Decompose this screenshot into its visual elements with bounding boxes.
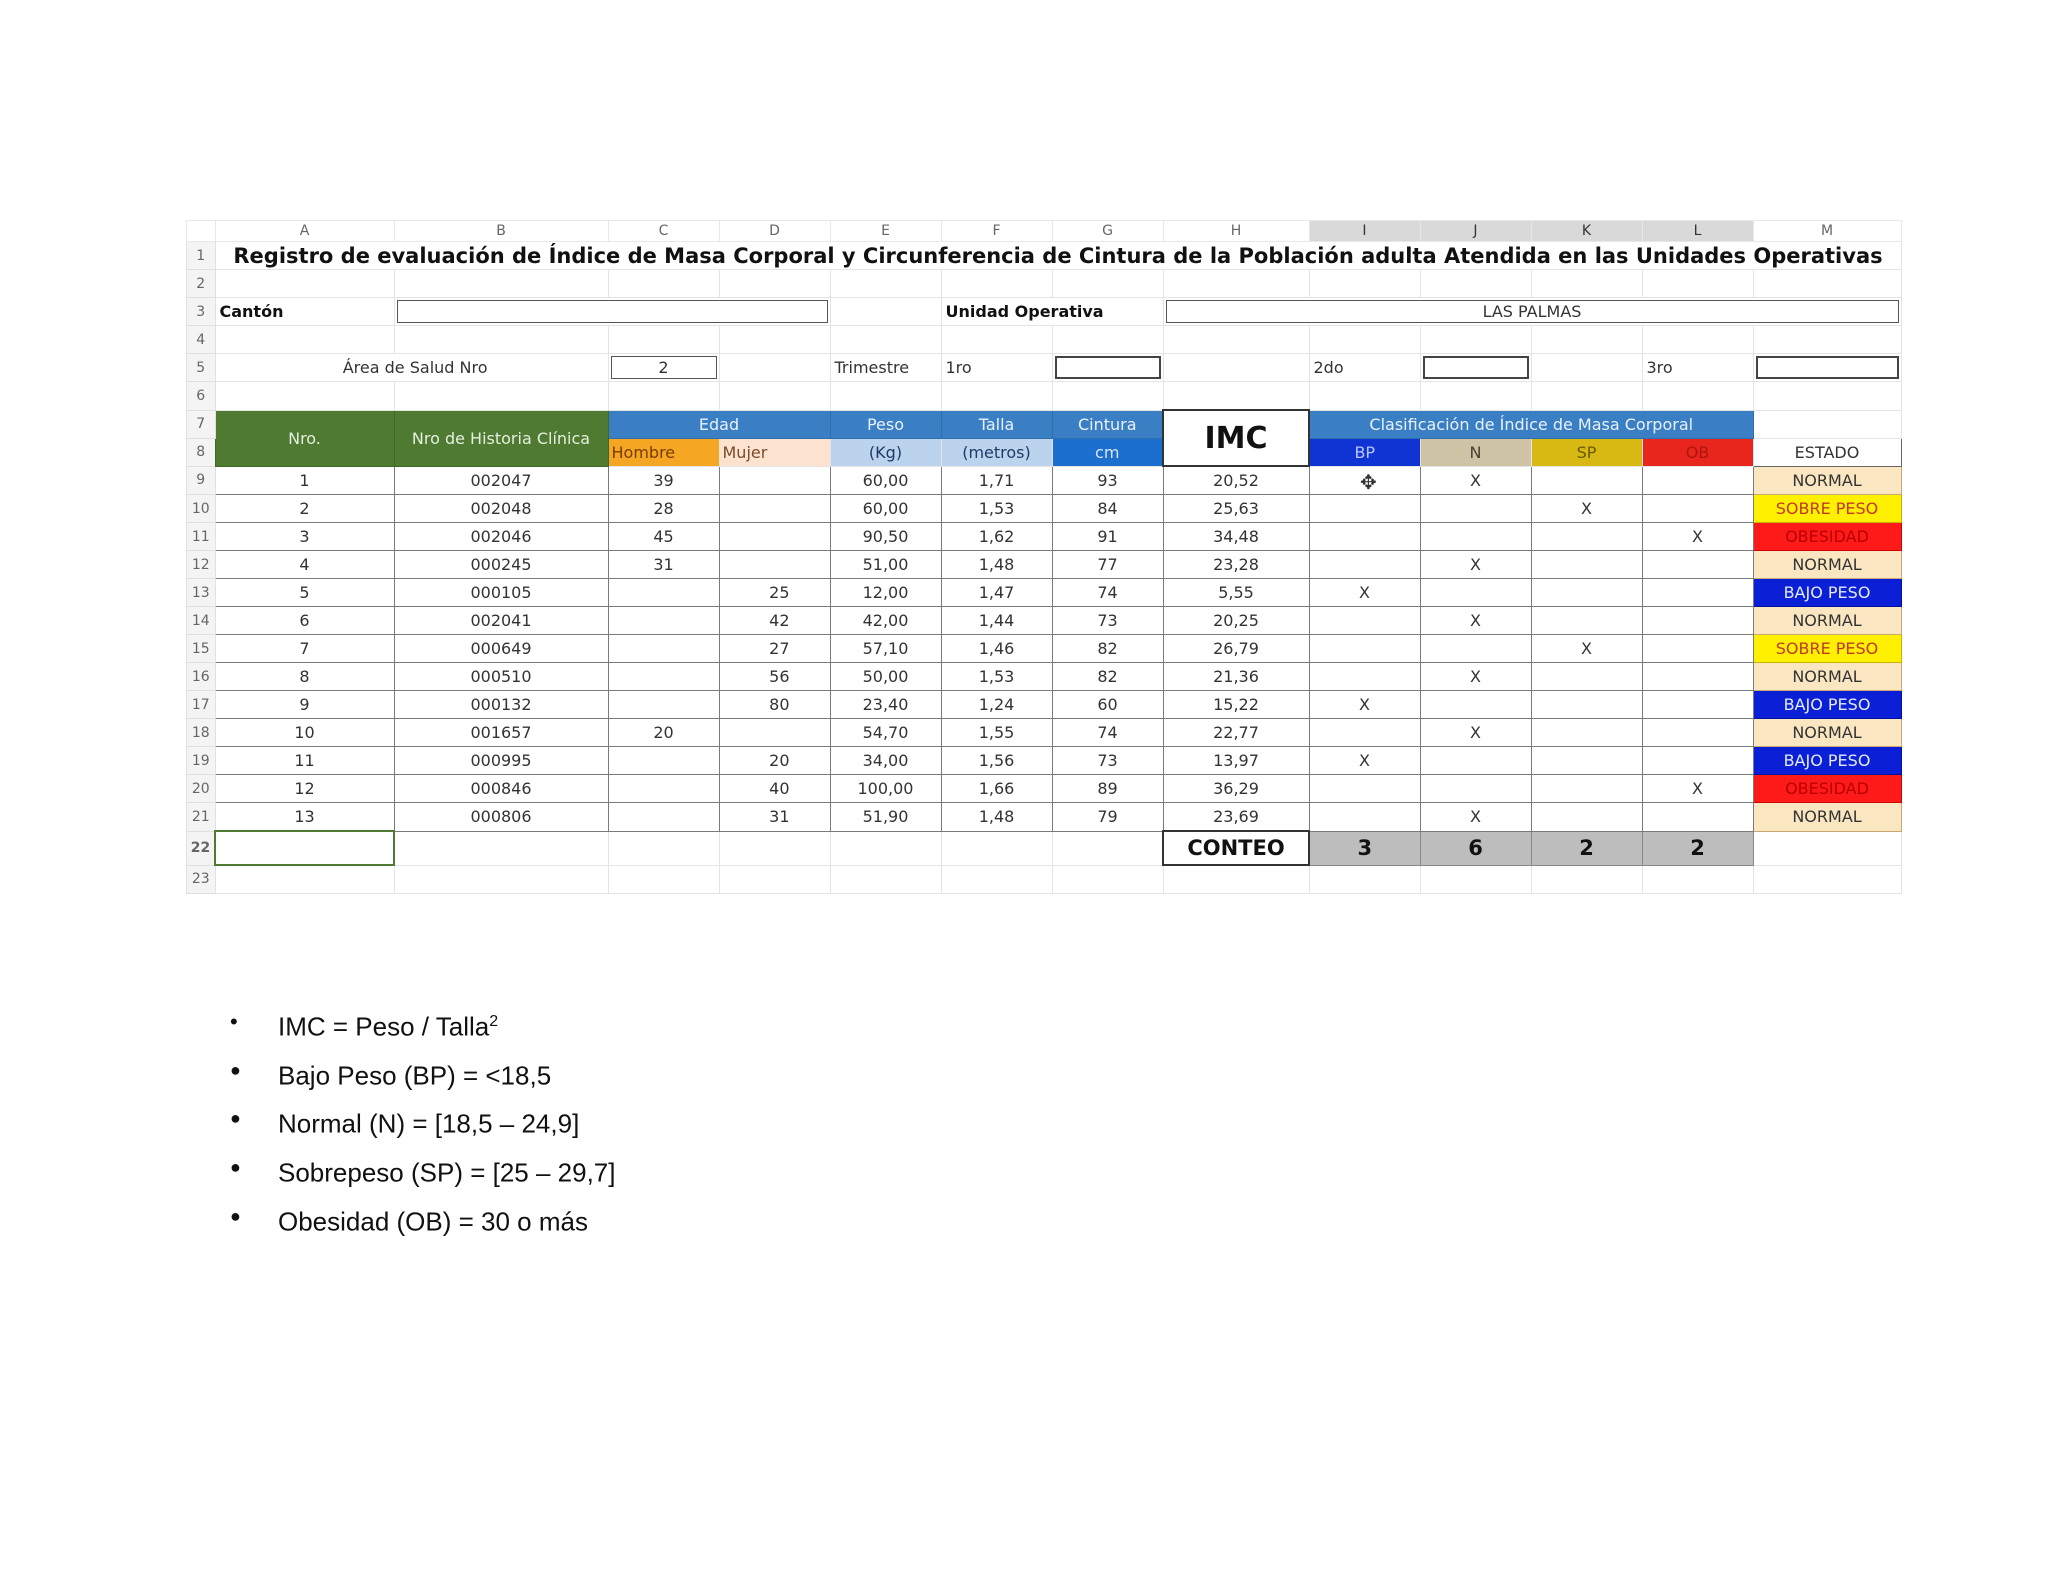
cell-ob[interactable] — [1642, 803, 1753, 832]
row-4 — [187, 326, 1902, 354]
row-6 — [187, 382, 1902, 411]
cell-cintura[interactable]: 60 — [1052, 691, 1163, 719]
cell-hombre[interactable] — [608, 775, 719, 803]
table-row — [187, 607, 1902, 635]
cell-talla[interactable]: 1,48 — [941, 551, 1052, 579]
cell-n[interactable]: X — [1420, 663, 1531, 691]
col-header-i[interactable]: I — [1309, 221, 1420, 242]
trimestre-1-label: 1ro — [941, 354, 1052, 382]
cell-mujer[interactable] — [719, 523, 830, 551]
cell-imc[interactable]: 25,63 — [1163, 495, 1309, 523]
cell-n[interactable]: X — [1420, 551, 1531, 579]
row-header[interactable]: 23 — [187, 865, 216, 894]
cell-historia[interactable]: 001657 — [394, 719, 608, 747]
table-row — [187, 775, 1902, 803]
cell-mujer[interactable] — [719, 466, 830, 495]
conteo-ob[interactable]: 2 — [1642, 831, 1753, 865]
row-header[interactable]: 10 — [187, 495, 216, 523]
trimestre-3-label: 3ro — [1642, 354, 1753, 382]
table-row — [187, 803, 1902, 832]
cell-hombre[interactable]: 28 — [608, 495, 719, 523]
area-salud-label: Área de Salud Nro — [215, 354, 608, 382]
cell-bp[interactable] — [1309, 663, 1420, 691]
table-row — [187, 635, 1902, 663]
cell-historia[interactable]: 000846 — [394, 775, 608, 803]
cell-peso[interactable]: 42,00 — [830, 607, 941, 635]
legend-superscript: 2 — [489, 1013, 499, 1030]
cell-hombre[interactable] — [608, 691, 719, 719]
cell-hombre[interactable]: 20 — [608, 719, 719, 747]
cell-hombre[interactable] — [608, 579, 719, 607]
cell-estado[interactable]: BAJO PESO — [1753, 691, 1901, 719]
col-header-f[interactable]: F — [941, 221, 1052, 242]
cell-mujer[interactable] — [719, 719, 830, 747]
cell-sp[interactable]: X — [1531, 495, 1642, 523]
cell-sp[interactable] — [1531, 775, 1642, 803]
cell-nro[interactable]: 1 — [215, 466, 394, 495]
row-3 — [187, 298, 1902, 326]
cell-peso[interactable]: 34,00 — [830, 747, 941, 775]
cell-hombre[interactable]: 45 — [608, 523, 719, 551]
header-ob[interactable]: OB — [1642, 438, 1753, 466]
header-nro[interactable]: Nro. — [215, 410, 394, 466]
cell-estado[interactable]: NORMAL — [1753, 607, 1901, 635]
table-row — [187, 466, 1902, 495]
cell-n[interactable]: X — [1420, 466, 1531, 495]
row-header[interactable]: 12 — [187, 551, 216, 579]
row-header[interactable]: 8 — [187, 438, 216, 466]
cell-peso[interactable]: 50,00 — [830, 663, 941, 691]
cell-mujer[interactable]: 27 — [719, 635, 830, 663]
cell-imc[interactable]: 22,77 — [1163, 719, 1309, 747]
cell-cintura[interactable]: 77 — [1052, 551, 1163, 579]
row-header[interactable]: 2 — [187, 270, 216, 298]
cell-imc[interactable]: 36,29 — [1163, 775, 1309, 803]
cell-cintura[interactable]: 73 — [1052, 747, 1163, 775]
cell-hombre[interactable] — [608, 607, 719, 635]
cell-ob[interactable] — [1642, 551, 1753, 579]
cell-imc[interactable]: 21,36 — [1163, 663, 1309, 691]
cell-bp[interactable] — [1309, 775, 1420, 803]
cell-peso[interactable]: 51,90 — [830, 803, 941, 832]
cell-nro[interactable]: 2 — [215, 495, 394, 523]
cell-nro[interactable]: 12 — [215, 775, 394, 803]
cell-cintura[interactable]: 73 — [1052, 607, 1163, 635]
header-clasificacion[interactable]: Clasificación de Índice de Masa Corporal — [1309, 410, 1753, 438]
trimestre-3-input[interactable] — [1753, 354, 1901, 382]
unidad-operativa-input[interactable]: LAS PALMAS — [1163, 298, 1901, 326]
cell-hombre[interactable] — [608, 747, 719, 775]
cell-historia[interactable]: 000105 — [394, 579, 608, 607]
header-historia-clinica[interactable]: Nro de Historia Clínica — [394, 410, 608, 466]
table-row — [187, 551, 1902, 579]
header-talla[interactable]: Talla — [941, 410, 1052, 438]
cell-ob[interactable] — [1642, 495, 1753, 523]
row-header[interactable]: 9 — [187, 466, 216, 495]
row-header[interactable]: 15 — [187, 635, 216, 663]
cell-n[interactable] — [1420, 635, 1531, 663]
cell-estado[interactable]: OBESIDAD — [1753, 775, 1901, 803]
trimestre-2-input[interactable] — [1420, 354, 1531, 382]
cell-mujer[interactable]: 31 — [719, 803, 830, 832]
cell-n[interactable] — [1420, 579, 1531, 607]
bullet-icon: ● — [230, 1156, 241, 1177]
unidad-operativa-label: Unidad Operativa — [941, 298, 1163, 326]
cell-peso[interactable]: 54,70 — [830, 719, 941, 747]
header-imc[interactable]: IMC — [1163, 410, 1309, 466]
cell-historia[interactable]: 002047 — [394, 466, 608, 495]
bullet-icon: • — [230, 1009, 238, 1034]
cell-sp[interactable] — [1531, 747, 1642, 775]
table-row — [187, 663, 1902, 691]
select-all-corner[interactable] — [187, 221, 216, 242]
col-header-k[interactable]: K — [1531, 221, 1642, 242]
col-header-e[interactable]: E — [830, 221, 941, 242]
conteo-n[interactable]: 6 — [1420, 831, 1531, 865]
bullet-icon: ● — [230, 1108, 241, 1129]
legend-text: Bajo Peso (BP) = <18,5 — [278, 1060, 552, 1091]
cell-historia[interactable]: 002041 — [394, 607, 608, 635]
row-header[interactable]: 14 — [187, 607, 216, 635]
cell-ob[interactable] — [1642, 466, 1753, 495]
cell-imc[interactable]: 23,28 — [1163, 551, 1309, 579]
cell-mujer[interactable]: 42 — [719, 607, 830, 635]
col-header-l[interactable]: L — [1642, 221, 1753, 242]
row-header[interactable]: 21 — [187, 803, 216, 832]
cell-cintura[interactable]: 82 — [1052, 663, 1163, 691]
cell-cintura[interactable]: 84 — [1052, 495, 1163, 523]
cell-sp[interactable] — [1531, 579, 1642, 607]
cell-peso[interactable]: 90,50 — [830, 523, 941, 551]
cell-hombre[interactable] — [608, 803, 719, 832]
imc-legend-list — [230, 1000, 616, 1243]
row-22 — [187, 831, 1902, 865]
cell-sp[interactable] — [1531, 466, 1642, 495]
cell-mujer[interactable] — [719, 551, 830, 579]
conteo-sp[interactable]: 2 — [1531, 831, 1642, 865]
cell-talla[interactable]: 1,47 — [941, 579, 1052, 607]
cell-ob[interactable] — [1642, 719, 1753, 747]
cell-cintura[interactable]: 91 — [1052, 523, 1163, 551]
trimestre-1-input[interactable] — [1052, 354, 1163, 382]
col-header-m[interactable]: M — [1753, 221, 1901, 242]
cell-mujer[interactable]: 80 — [719, 691, 830, 719]
table-row — [187, 523, 1902, 551]
table-row — [187, 719, 1902, 747]
cell-historia[interactable]: 000510 — [394, 663, 608, 691]
cell-ob[interactable] — [1642, 663, 1753, 691]
col-header-b[interactable]: B — [394, 221, 608, 242]
cell-estado[interactable]: NORMAL — [1753, 719, 1901, 747]
cell-historia[interactable]: 002048 — [394, 495, 608, 523]
cell-talla[interactable]: 1,71 — [941, 466, 1052, 495]
cell-ob[interactable]: X — [1642, 523, 1753, 551]
cell-peso[interactable]: 57,10 — [830, 635, 941, 663]
cell-bp[interactable] — [1309, 607, 1420, 635]
row-header[interactable]: 7 — [187, 410, 216, 438]
cell-bp[interactable]: X — [1309, 691, 1420, 719]
cell-sp[interactable] — [1531, 551, 1642, 579]
trimestre-label: Trimestre — [830, 354, 941, 382]
row-header[interactable]: 1 — [187, 242, 216, 270]
cell-historia[interactable]: 000649 — [394, 635, 608, 663]
cell-talla[interactable]: 1,44 — [941, 607, 1052, 635]
cell-n[interactable] — [1420, 523, 1531, 551]
row-5 — [187, 354, 1902, 382]
cell-nro[interactable]: 9 — [215, 691, 394, 719]
cell-peso[interactable]: 60,00 — [830, 495, 941, 523]
cell-ob[interactable]: X — [1642, 775, 1753, 803]
cell-hombre[interactable] — [608, 635, 719, 663]
header-cintura[interactable]: Cintura — [1052, 410, 1163, 438]
cell-talla[interactable]: 1,53 — [941, 663, 1052, 691]
cell-talla[interactable]: 1,46 — [941, 635, 1052, 663]
cell-ob[interactable] — [1642, 747, 1753, 775]
cell-nro[interactable]: 3 — [215, 523, 394, 551]
cell-n[interactable]: X — [1420, 719, 1531, 747]
cell-cintura[interactable]: 93 — [1052, 466, 1163, 495]
cell-historia[interactable]: 000132 — [394, 691, 608, 719]
col-header-h[interactable]: H — [1163, 221, 1309, 242]
col-header-a[interactable]: A — [215, 221, 394, 242]
canton-label: Cantón — [215, 298, 394, 326]
trimestre-2-label: 2do — [1309, 354, 1420, 382]
cell-imc[interactable]: 23,69 — [1163, 803, 1309, 832]
cell-historia[interactable]: 002046 — [394, 523, 608, 551]
cell-estado[interactable]: BAJO PESO — [1753, 579, 1901, 607]
legend-text: Obesidad (OB) = 30 o más — [278, 1206, 588, 1237]
bullet-icon: ● — [230, 1059, 241, 1080]
row-header[interactable]: 13 — [187, 579, 216, 607]
column-header-row — [187, 221, 1902, 242]
legend-text: Sobrepeso (SP) = [25 – 29,7] — [278, 1157, 616, 1188]
cell-n[interactable] — [1420, 691, 1531, 719]
cell-imc[interactable]: 26,79 — [1163, 635, 1309, 663]
cell-mujer[interactable]: 40 — [719, 775, 830, 803]
spreadsheet-grid — [186, 220, 1902, 894]
row-7 — [187, 410, 1902, 438]
legend-item — [230, 1097, 616, 1146]
header-mujer[interactable]: Mujer — [719, 438, 830, 466]
header-talla-unit[interactable]: (metros) — [941, 438, 1052, 466]
row-2 — [187, 270, 1902, 298]
cell-estado[interactable]: SOBRE PESO — [1753, 635, 1901, 663]
cell-bp[interactable] — [1309, 719, 1420, 747]
cell-peso[interactable]: 51,00 — [830, 551, 941, 579]
header-peso-unit[interactable]: (Kg) — [830, 438, 941, 466]
header-estado[interactable]: ESTADO — [1753, 438, 1901, 466]
cell-n[interactable]: X — [1420, 803, 1531, 832]
cell-nro[interactable]: 4 — [215, 551, 394, 579]
sheet-title[interactable]: Registro de evaluación de Índice de Masa Corporal y Circunferencia de Cintura de la Población adulta Atendida en las Unidades Operativas — [215, 242, 1901, 270]
cell-peso[interactable]: 12,00 — [830, 579, 941, 607]
conteo-bp[interactable]: 3 — [1309, 831, 1420, 865]
row-header[interactable]: 5 — [187, 354, 216, 382]
row-header[interactable]: 19 — [187, 747, 216, 775]
cell-mujer[interactable]: 20 — [719, 747, 830, 775]
table-row — [187, 579, 1902, 607]
cell-hombre[interactable]: 31 — [608, 551, 719, 579]
cell-n[interactable] — [1420, 775, 1531, 803]
cell-nro[interactable]: 7 — [215, 635, 394, 663]
row-header[interactable]: 20 — [187, 775, 216, 803]
cell-n[interactable] — [1420, 495, 1531, 523]
col-header-j[interactable]: J — [1420, 221, 1531, 242]
legend-item — [230, 1000, 616, 1049]
cell-imc[interactable]: 20,25 — [1163, 607, 1309, 635]
cell-imc[interactable]: 20,52 — [1163, 466, 1309, 495]
header-edad[interactable]: Edad — [608, 410, 830, 438]
cell-talla[interactable]: 1,48 — [941, 803, 1052, 832]
header-cintura-unit[interactable]: cm — [1052, 438, 1163, 466]
cell-estado[interactable]: NORMAL — [1753, 663, 1901, 691]
cell-talla[interactable]: 1,66 — [941, 775, 1052, 803]
legend-item — [230, 1049, 616, 1098]
cell-sp[interactable] — [1531, 523, 1642, 551]
cell-ob[interactable] — [1642, 579, 1753, 607]
cell-sp[interactable]: X — [1531, 635, 1642, 663]
cell-nro[interactable]: 11 — [215, 747, 394, 775]
cell-talla[interactable]: 1,56 — [941, 747, 1052, 775]
cell-nro[interactable]: 5 — [215, 579, 394, 607]
selected-cell-a22[interactable] — [215, 831, 394, 865]
cell-talla[interactable]: 1,53 — [941, 495, 1052, 523]
cell-hombre[interactable] — [608, 663, 719, 691]
col-header-g[interactable]: G — [1052, 221, 1163, 242]
cell-estado[interactable]: SOBRE PESO — [1753, 495, 1901, 523]
cell-talla[interactable]: 1,62 — [941, 523, 1052, 551]
cell-bp[interactable] — [1309, 803, 1420, 832]
row-header[interactable]: 6 — [187, 382, 216, 411]
cell-imc[interactable]: 34,48 — [1163, 523, 1309, 551]
table-row — [187, 495, 1902, 523]
col-header-d[interactable]: D — [719, 221, 830, 242]
cell-sp[interactable] — [1531, 663, 1642, 691]
cell-bp[interactable] — [1309, 551, 1420, 579]
cell-estado[interactable]: NORMAL — [1753, 803, 1901, 832]
cell-n[interactable] — [1420, 747, 1531, 775]
row-header[interactable]: 22 — [187, 831, 216, 865]
row-23 — [187, 865, 1902, 894]
header-n[interactable]: N — [1420, 438, 1531, 466]
cell-cintura[interactable]: 79 — [1052, 803, 1163, 832]
cell-cintura[interactable]: 89 — [1052, 775, 1163, 803]
cell-mujer[interactable]: 56 — [719, 663, 830, 691]
cell-sp[interactable] — [1531, 803, 1642, 832]
cell-bp[interactable] — [1309, 495, 1420, 523]
legend-text: IMC = Peso / Talla — [278, 1011, 490, 1042]
cell-talla[interactable]: 1,24 — [941, 691, 1052, 719]
conteo-label[interactable]: CONTEO — [1163, 831, 1309, 865]
row-header[interactable]: 4 — [187, 326, 216, 354]
cell-cintura[interactable]: 82 — [1052, 635, 1163, 663]
cell-imc[interactable]: 5,55 — [1163, 579, 1309, 607]
cell-mujer[interactable]: 25 — [719, 579, 830, 607]
cell-estado[interactable]: NORMAL — [1753, 466, 1901, 495]
header-hombre[interactable]: Hombre — [608, 438, 719, 466]
cell-talla[interactable]: 1,55 — [941, 719, 1052, 747]
cell-peso[interactable]: 60,00 — [830, 466, 941, 495]
cell-peso[interactable]: 100,00 — [830, 775, 941, 803]
cell-mujer[interactable] — [719, 495, 830, 523]
row-header[interactable]: 17 — [187, 691, 216, 719]
cell-historia[interactable]: 000245 — [394, 551, 608, 579]
row-header[interactable]: 16 — [187, 663, 216, 691]
row-header[interactable]: 11 — [187, 523, 216, 551]
cell-hombre[interactable]: 39 — [608, 466, 719, 495]
cell-cintura[interactable]: 74 — [1052, 579, 1163, 607]
cell-estado[interactable]: NORMAL — [1753, 551, 1901, 579]
table-row — [187, 691, 1902, 719]
cell-estado[interactable]: OBESIDAD — [1753, 523, 1901, 551]
row-1 — [187, 242, 1902, 270]
cell-sp[interactable] — [1531, 719, 1642, 747]
legend-item — [230, 1146, 616, 1195]
cell-cintura[interactable]: 74 — [1052, 719, 1163, 747]
cell-nro[interactable]: 13 — [215, 803, 394, 832]
col-header-c[interactable]: C — [608, 221, 719, 242]
legend-text: Normal (N) = [18,5 – 24,9] — [278, 1108, 580, 1139]
spreadsheet-image — [186, 220, 1902, 894]
cell-sp[interactable] — [1531, 691, 1642, 719]
cell-imc[interactable]: 15,22 — [1163, 691, 1309, 719]
cell-ob[interactable] — [1642, 635, 1753, 663]
cell-nro[interactable]: 6 — [215, 607, 394, 635]
cell-sp[interactable] — [1531, 607, 1642, 635]
cell-ob[interactable] — [1642, 607, 1753, 635]
cell-bp[interactable]: X — [1309, 579, 1420, 607]
row-header[interactable]: 18 — [187, 719, 216, 747]
mouse-pointer-icon: ✥ — [1360, 472, 1377, 494]
cell-bp[interactable]: X — [1309, 747, 1420, 775]
bullet-icon: ● — [230, 1205, 241, 1226]
cell-imc[interactable]: 13,97 — [1163, 747, 1309, 775]
legend-item — [230, 1195, 616, 1244]
cell-historia[interactable]: 000995 — [394, 747, 608, 775]
cell-n[interactable]: X — [1420, 607, 1531, 635]
header-sp[interactable]: SP — [1531, 438, 1642, 466]
cell-bp[interactable] — [1309, 523, 1420, 551]
row-header[interactable]: 3 — [187, 298, 216, 326]
cell-historia[interactable]: 000806 — [394, 803, 608, 832]
cell-nro[interactable]: 8 — [215, 663, 394, 691]
canton-input[interactable] — [394, 298, 830, 326]
header-bp[interactable]: BP — [1309, 438, 1420, 466]
table-row — [187, 747, 1902, 775]
header-peso[interactable]: Peso — [830, 410, 941, 438]
cell-peso[interactable]: 23,40 — [830, 691, 941, 719]
cell-bp[interactable] — [1309, 635, 1420, 663]
cell-nro[interactable]: 10 — [215, 719, 394, 747]
area-salud-input[interactable]: 2 — [608, 354, 719, 382]
cell-ob[interactable] — [1642, 691, 1753, 719]
cell-estado[interactable]: BAJO PESO — [1753, 747, 1901, 775]
